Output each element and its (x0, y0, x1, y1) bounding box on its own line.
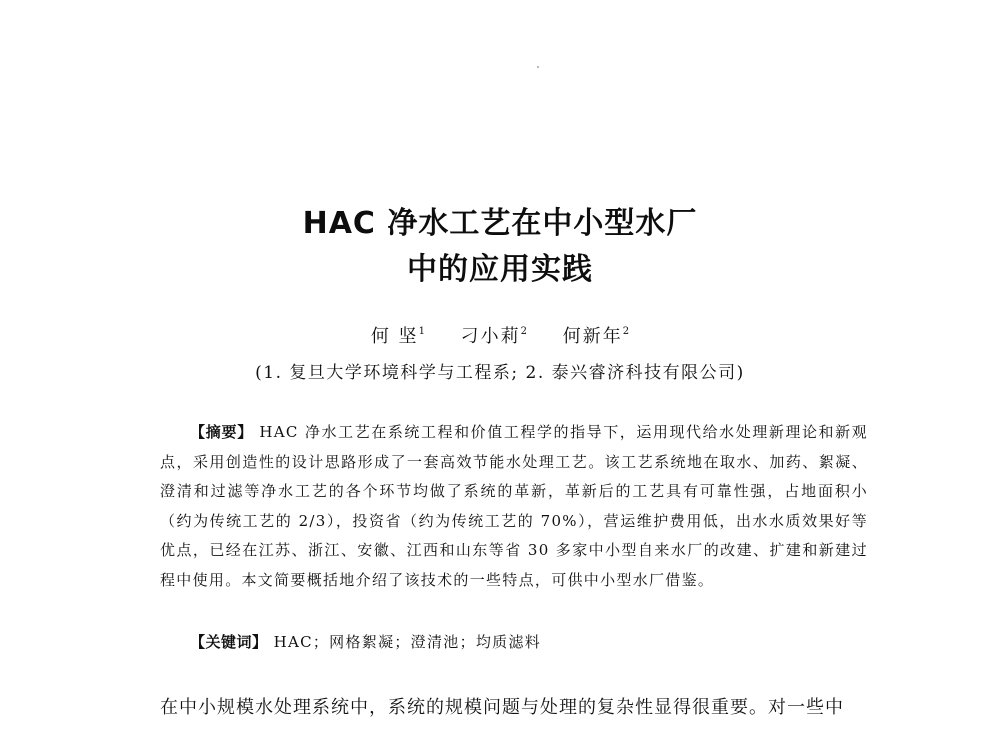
abstract (160, 418, 868, 595)
body-paragraph: 在中小规模水处理系统中，系统的规模问题与处理的复杂性显得很重要。对一些中 (160, 697, 844, 718)
keywords-text: HAC；网格絮凝；澄清池；均质滤料 (273, 633, 542, 651)
author-name: 刁小莉 (460, 326, 521, 347)
author-name: 何 坚 (370, 326, 419, 347)
author-list (0, 322, 1000, 348)
abstract-label: 【摘要】 (190, 423, 254, 441)
keywords (190, 631, 870, 652)
author-name: 何新年 (562, 326, 623, 347)
abstract-text: HAC 净水工艺在系统工程和价值工程学的指导下，运用现代给水处理新理论和新观点，采用创造性的设计思路形成了一套高效节能水处理工艺。该工艺系统地在取水、加药、絮凝、澄清和过滤等净水工艺的各个环节均做了系统的革新，革新后的工艺具有可靠性强，占地面积小（约为传统工艺的 2/3），投资省（约为传统工艺的 70%），营运维护费用低，出水水质效果好等优点，已经在江苏、浙江、安徽、江西和山东等省 30 多家中小型自来水厂的改建、扩建和新建过程中使用。本文简要概括地介绍了该技术的一些特点，可供中小型水厂借鉴。 (160, 423, 868, 589)
author-1 (371, 326, 425, 347)
author-affiliation-mark: 2 (520, 326, 528, 337)
author-3 (563, 326, 629, 347)
author-affiliation-mark: 1 (418, 326, 425, 337)
author-affiliation-mark: 2 (622, 326, 630, 337)
author-2 (461, 326, 527, 347)
paper-title-line-1: HAC 净水工艺在中小型水厂 (302, 206, 698, 241)
keywords-label: 【关键词】 (190, 633, 268, 651)
affiliation: (1. 复旦大学环境科学与工程系; 2. 泰兴睿济科技有限公司) (255, 363, 745, 383)
paper-title-line-2: 中的应用实践 (407, 252, 593, 287)
scan-speck (537, 66, 539, 68)
